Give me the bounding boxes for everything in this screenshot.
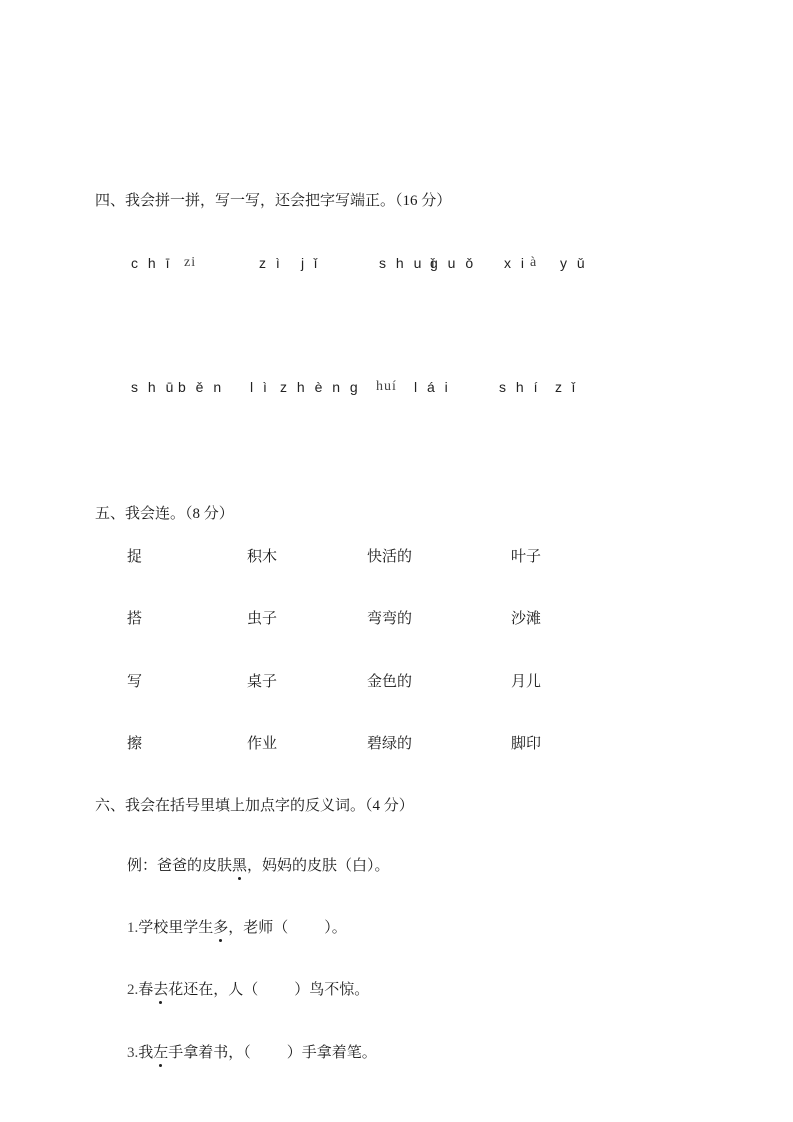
question-pre: 春 [138, 980, 154, 998]
question-post: 手拿着书，（ [168, 1043, 251, 1061]
match-col1-item[interactable]: 捉 [127, 547, 143, 565]
question-pre: 学校里学生 [138, 918, 214, 936]
question-3 [127, 1041, 377, 1062]
dotted-char: 多 [213, 918, 229, 936]
heading-text: 四、我会拼一拼，写一写，还会把字写端正。 [95, 191, 396, 209]
match-col3-item[interactable]: 碧绿的 [367, 734, 413, 752]
match-col2-item[interactable]: 虫子 [247, 609, 278, 627]
question-close: ）鸟不惊。 [294, 980, 370, 998]
dotted-char: 去 [153, 980, 169, 998]
pinyin-3-b: g u ǒ [430, 255, 477, 271]
pinyin-5-a: s h ū [131, 379, 177, 395]
match-col3-item[interactable]: 快活的 [367, 547, 413, 565]
score-label: （8 分） [185, 506, 234, 522]
pinyin-2-b: j ǐ [301, 255, 321, 271]
pinyin-6-a: l ì [250, 379, 270, 395]
question-number: 2. [127, 982, 139, 998]
pinyin-4-c: y ǔ [560, 255, 588, 271]
score-label: （16 分） [395, 193, 452, 209]
question-close: ）。 [324, 918, 347, 936]
pinyin-3-a: s h u ǐ [379, 255, 438, 271]
match-col3-item[interactable]: 弯弯的 [367, 609, 413, 627]
match-col1-item[interactable]: 搭 [127, 609, 143, 627]
pinyin-4-b: à [530, 255, 538, 270]
example-post: ，妈妈的皮肤（白）。 [247, 856, 390, 874]
match-col4-item[interactable]: 月儿 [511, 672, 542, 690]
question-post: 花还在，人（ [168, 980, 259, 998]
match-col4-item[interactable]: 脚印 [511, 734, 542, 752]
section-5-heading [95, 502, 234, 523]
example-pre: 例：爸爸的皮肤 [127, 856, 233, 874]
heading-text: 五、我会连。 [95, 504, 186, 522]
pinyin-8-b: z ǐ [555, 379, 578, 395]
match-col4-item[interactable]: 沙滩 [511, 609, 542, 627]
question-2 [127, 978, 369, 999]
example-sentence [127, 854, 390, 875]
section-6-heading [95, 794, 414, 815]
pinyin-7-a: huí [376, 379, 397, 394]
question-number: 1. [127, 920, 139, 936]
pinyin-4-a: x i [504, 255, 527, 271]
section-4-heading [95, 189, 451, 210]
match-col4-item[interactable]: 叶子 [511, 547, 542, 565]
pinyin-2-a: z ì [259, 255, 283, 271]
heading-text: 六、我会在括号里填上加点字的反义词。 [95, 796, 366, 814]
question-post: ，老师（ [228, 918, 289, 936]
pinyin-1-b: zi [184, 255, 197, 270]
pinyin-6-b: z h è n g [280, 379, 361, 395]
question-1 [127, 916, 347, 937]
match-col1-item[interactable]: 写 [127, 672, 143, 690]
pinyin-8-a: s h í [499, 379, 541, 395]
question-pre: 我 [138, 1043, 154, 1061]
pinyin-5-b: b ě n [178, 379, 225, 395]
match-col2-item[interactable]: 桌子 [247, 672, 278, 690]
match-col2-item[interactable]: 积木 [247, 547, 278, 565]
match-col1-item[interactable]: 擦 [127, 734, 143, 752]
dotted-char: 左 [153, 1043, 169, 1061]
match-col2-item[interactable]: 作业 [247, 734, 278, 752]
pinyin-7-b: l á i [414, 379, 451, 395]
score-label: （4 分） [365, 798, 414, 814]
dotted-char: 黑 [232, 856, 248, 874]
question-number: 3. [127, 1045, 139, 1061]
match-col3-item[interactable]: 金色的 [367, 672, 413, 690]
question-close: ）手拿着笔。 [286, 1043, 377, 1061]
pinyin-1-a: c h ī [131, 255, 173, 271]
